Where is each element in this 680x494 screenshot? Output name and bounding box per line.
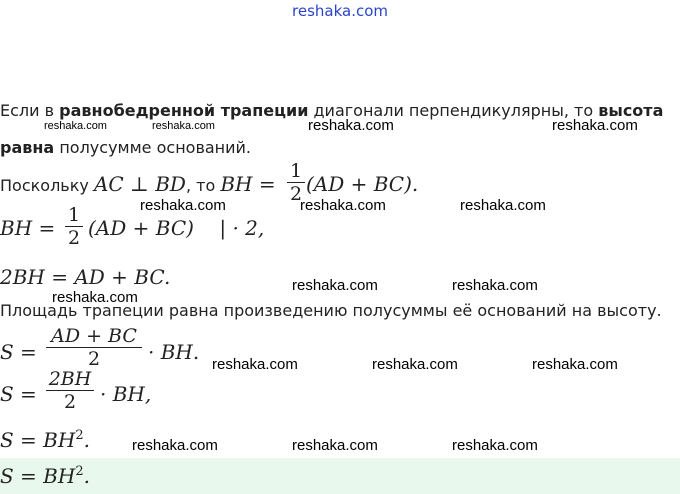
statement-bold-term: равна [0,138,55,157]
statement-text: диагонали перпендикулярны, то [308,101,599,120]
statement-line-2 [0,138,251,157]
math-expression: (AD + BC). [305,172,419,196]
fraction-2bh [46,368,94,413]
fraction-denominator: 2 [87,348,101,370]
watermark: reshaka.com [212,356,298,373]
formula-base: S = BH [0,428,76,452]
proof-line-5: 2BH = AD + BC. [0,265,171,289]
formula-3 [0,428,90,452]
statement-text: полусумме оснований. [54,138,252,157]
fraction-numerator: AD + BC [51,325,137,347]
watermark: reshaka.com [140,197,226,214]
fraction-denominator: 2 [63,391,77,413]
proof-line-4-left: BH = [0,216,56,240]
fraction-numerator: 1 [67,204,81,226]
formula-2-right: · BH, [100,382,152,406]
site-header-link[interactable]: reshaka.com [292,2,388,20]
math-expression: AC ⊥ BD [93,172,186,196]
watermark: reshaka.com [292,277,378,294]
proof-text: , то [185,176,221,195]
watermark: reshaka.com [44,120,107,132]
watermark: reshaka.com [132,437,218,454]
watermark: reshaka.com [372,356,458,373]
fraction-numerator: 1 [289,160,303,182]
answer-formula [0,464,90,488]
answer-base: S = BH [0,464,76,488]
watermark: reshaka.com [152,120,215,132]
statement-bold-term: высота [598,101,664,120]
answer-box [0,458,680,494]
statement-bold-term: равнобедренной трапеции [59,101,309,120]
fraction-numerator: 2BH [48,368,92,390]
watermark: reshaka.com [308,117,394,134]
watermark: reshaka.com [452,437,538,454]
formula-tail: . [83,428,90,452]
watermark: reshaka.com [460,197,546,214]
watermark: reshaka.com [452,277,538,294]
fraction-ad-bc [46,325,142,370]
proof-line-3 [0,172,418,196]
fraction-denominator: 2 [289,183,303,205]
watermark: reshaka.com [532,356,618,373]
answer-tail: . [83,464,90,488]
statement-text: Если в [0,101,60,120]
watermark: reshaka.com [292,437,378,454]
area-statement: Площадь трапеции равна произведению полусуммы её оснований на высоту. [0,301,662,320]
fraction-denominator: 2 [67,227,81,249]
formula-1-right: · BH. [148,340,200,364]
watermark: reshaka.com [300,197,386,214]
watermark: reshaka.com [552,117,638,134]
proof-line-4-right: (AD + BC) | · 2, [88,216,265,240]
watermark: reshaka.com [52,289,138,306]
formula-exponent: 2 [75,428,84,443]
math-expression: BH = [220,172,282,196]
formula-1-left: S = [0,340,37,364]
proof-text: Поскольку [0,176,94,195]
formula-2-left: S = [0,382,37,406]
fraction-half [65,204,83,249]
answer-exponent: 2 [75,464,84,479]
